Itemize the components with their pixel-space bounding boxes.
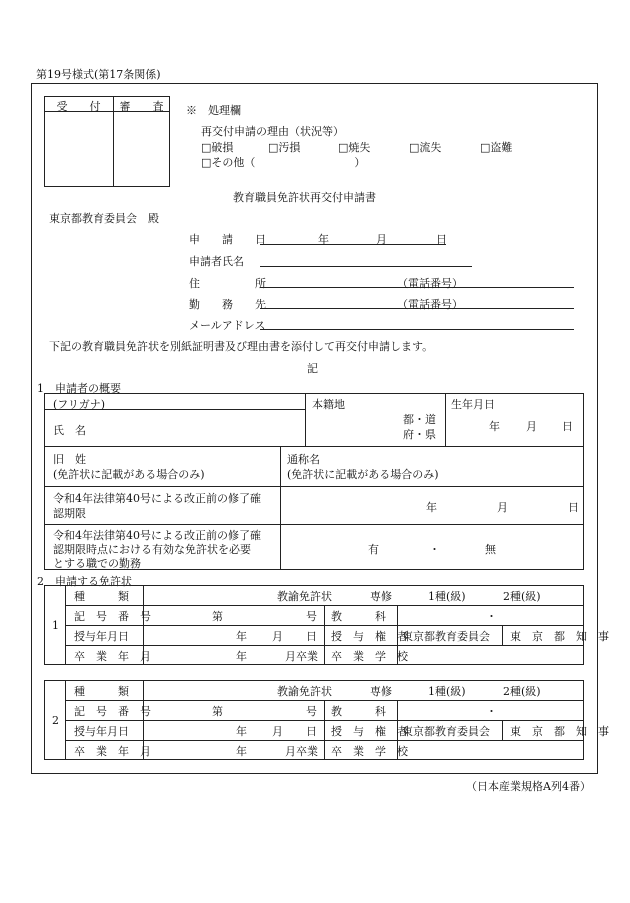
birth-month-label: 月 — [526, 420, 537, 433]
block1-type-label: 種 類 — [74, 590, 129, 603]
furigana-label: (フリガナ) — [53, 398, 106, 411]
honseki-label: 本籍地 — [312, 398, 345, 411]
workplace-label: 勤 務 先 — [189, 298, 266, 311]
form-title: 教育職員免許状再交付申請書 — [233, 191, 376, 204]
block2-grad-year: 年 — [236, 745, 247, 758]
reason-other-checkbox[interactable]: □その他（ ） — [201, 156, 366, 169]
reason-damaged-checkbox[interactable]: □破損 — [201, 141, 234, 154]
fu-ken-label: 府・県 — [403, 428, 436, 441]
workplace-phone-label: （電話番号） — [397, 298, 463, 311]
section2-heading: 2 申請する免許状 — [37, 575, 132, 588]
reason-title: 再交付申請の理由（状況等） — [201, 125, 344, 138]
date-month-label: 月 — [376, 233, 387, 246]
duty-yes-option[interactable]: 有 — [368, 543, 379, 556]
block2-date-label: 授与年月日 — [74, 725, 129, 738]
block2-code-label: 記 号 番 号 — [74, 705, 151, 718]
reason-stolen-checkbox[interactable]: □盗難 — [480, 141, 513, 154]
common-name-note: (免許状に記載がある場合のみ) — [287, 468, 439, 481]
address-phone-label: （電話番号） — [397, 277, 463, 290]
block2-class2[interactable]: 2種(級) — [503, 685, 541, 698]
block2-grad-month: 月卒業 — [285, 745, 318, 758]
deadline-label-line2: 認期限 — [53, 507, 86, 520]
date-day-label: 日 — [436, 233, 447, 246]
birth-year-label: 年 — [489, 420, 500, 433]
block1-go: 号 — [306, 610, 317, 623]
block2-go: 号 — [306, 705, 317, 718]
application-date-label: 申 請 日 — [189, 233, 266, 246]
block1-grad-year: 年 — [236, 650, 247, 663]
ki-mark: 記 — [307, 362, 318, 375]
reason-washed-away-checkbox[interactable]: □流失 — [409, 141, 442, 154]
block1-grad-label: 卒 業 年 月 — [74, 650, 151, 663]
block2-subject-dot: ・ — [486, 705, 497, 718]
block2-date-year: 年 — [236, 725, 247, 738]
deadline-year-label: 年 — [426, 501, 437, 514]
review-label: 審 査 — [119, 100, 164, 113]
block2-grantor-label: 授 与 権 者 — [331, 725, 408, 738]
block1-grad-month: 月卒業 — [285, 650, 318, 663]
duty-separator: ・ — [429, 543, 440, 556]
duty-label-line3: とする職での勤務 — [53, 557, 141, 570]
block1-dai: 第 — [212, 610, 223, 623]
address-label: 住 所 — [189, 277, 266, 290]
block2-grad-label: 卒 業 年 月 — [74, 745, 151, 758]
block1-date-label: 授与年月日 — [74, 630, 129, 643]
reason-burned-checkbox[interactable]: □焼失 — [338, 141, 371, 154]
deadline-month-label: 月 — [497, 501, 508, 514]
to-do-label: 都・道 — [403, 413, 436, 426]
block2-license: 教諭免許状 — [277, 685, 332, 698]
applicant-name-field[interactable] — [260, 266, 472, 267]
addressee: 東京都教育委員会 殿 — [49, 212, 159, 225]
block1-license: 教諭免許状 — [277, 590, 332, 603]
deadline-label-line1: 令和4年法律第40号による改正前の修了確 — [53, 492, 261, 505]
block1-subject-label: 教 科 — [331, 610, 386, 623]
block2-date-day: 日 — [306, 725, 317, 738]
block1-grantor-board[interactable]: 東京都教育委員会 — [402, 630, 490, 643]
block1-grantor-governor[interactable]: 東 京 都 知 事 — [510, 630, 609, 643]
processing-mark: ※ 処理欄 — [186, 104, 241, 117]
block2-grantor-board[interactable]: 東京都教育委員会 — [402, 725, 490, 738]
old-surname-note: (免許状に記載がある場合のみ) — [53, 468, 205, 481]
block1-subject-dot: ・ — [486, 610, 497, 623]
block2-class1[interactable]: 1種(級) — [428, 685, 466, 698]
application-date-field[interactable] — [260, 244, 446, 245]
email-field[interactable] — [260, 329, 574, 330]
duty-label-line1: 令和4年法律第40号による改正前の修了確 — [53, 529, 261, 542]
block2-school-label: 卒 業 学 校 — [331, 745, 408, 758]
block1-date-day: 日 — [306, 630, 317, 643]
block1-class2[interactable]: 2種(級) — [503, 590, 541, 603]
birth-label: 生年月日 — [451, 398, 495, 411]
block1-number: 1 — [52, 619, 59, 632]
block2-subject-label: 教 科 — [331, 705, 386, 718]
applicant-name-label: 申請者氏名 — [189, 255, 244, 268]
statement: 下記の教育職員免許状を別紙証明書及び理由書を添付して再交付申請します。 — [49, 340, 434, 353]
receipt-label: 受 付 — [56, 100, 101, 113]
deadline-day-label: 日 — [568, 501, 579, 514]
block2-dai: 第 — [212, 705, 223, 718]
old-surname-label: 旧 姓 — [53, 453, 86, 466]
block2-type-label: 種 類 — [74, 685, 129, 698]
email-label: メールアドレス — [189, 319, 266, 332]
section1-heading: 1 申請者の概要 — [37, 382, 121, 395]
duty-no-option[interactable]: 無 — [485, 543, 496, 556]
block1-code-label: 記 号 番 号 — [74, 610, 151, 623]
block1-grantor-label: 授 与 権 者 — [331, 630, 408, 643]
duty-label-line2: 認期限時点における有効な免許状を必要 — [53, 543, 251, 556]
form-number: 第19号様式(第17条関係) — [36, 68, 161, 81]
block1-date-year: 年 — [236, 630, 247, 643]
block2-major[interactable]: 専修 — [370, 685, 392, 698]
block2-grantor-governor[interactable]: 東 京 都 知 事 — [510, 725, 609, 738]
date-year-label: 年 — [318, 233, 329, 246]
block1-class1[interactable]: 1種(級) — [428, 590, 466, 603]
block1-date-month: 月 — [272, 630, 283, 643]
paper-size-note: （日本産業規格A列4番） — [466, 780, 591, 793]
reason-soiled-checkbox[interactable]: □汚損 — [268, 141, 301, 154]
common-name-label: 通称名 — [287, 453, 320, 466]
birth-day-label: 日 — [562, 420, 573, 433]
block2-number: 2 — [52, 714, 59, 727]
block2-date-month: 月 — [272, 725, 283, 738]
block1-major[interactable]: 専修 — [370, 590, 392, 603]
name-label: 氏 名 — [53, 424, 86, 437]
block1-school-label: 卒 業 学 校 — [331, 650, 408, 663]
